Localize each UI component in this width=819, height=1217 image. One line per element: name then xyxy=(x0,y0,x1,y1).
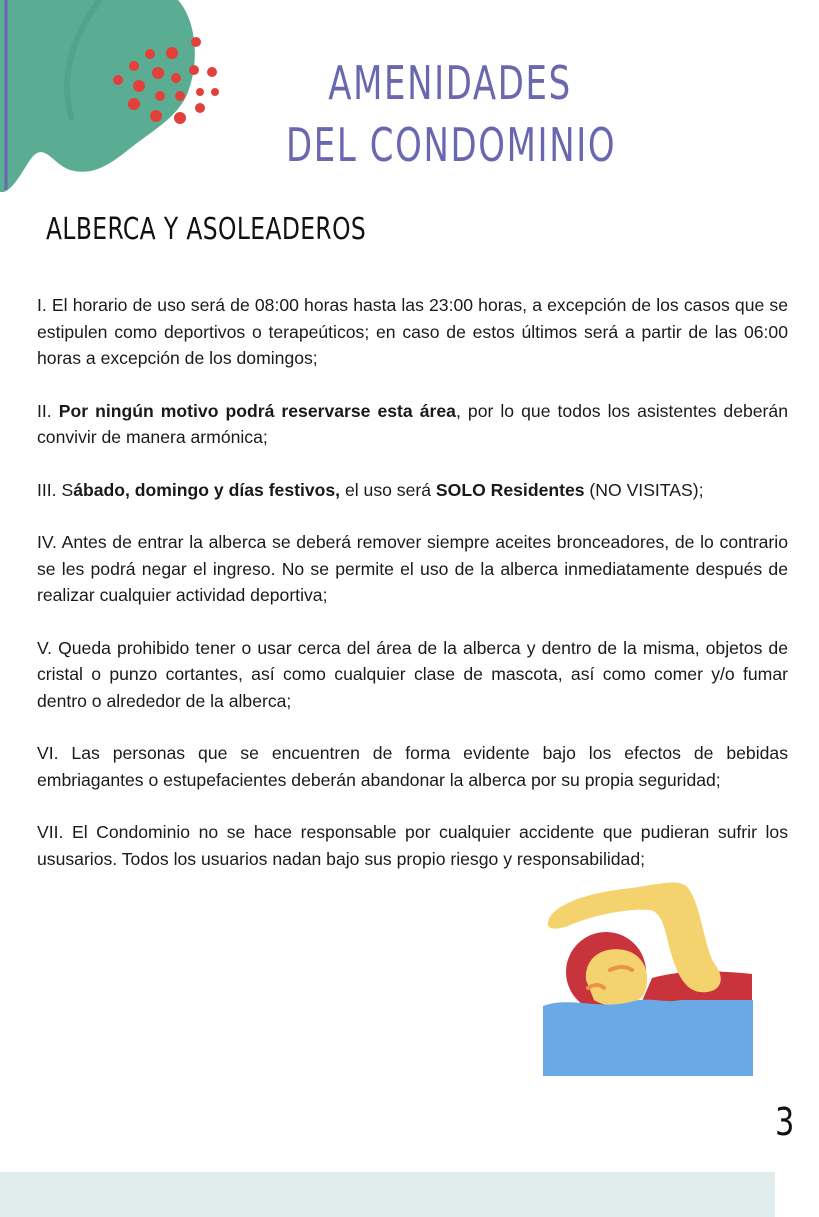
rule-2-prefix: II. xyxy=(37,400,59,421)
rule-3 xyxy=(37,477,788,504)
title-line-2: DEL CONDOMINIO xyxy=(286,118,617,172)
page-title xyxy=(286,52,617,176)
rule-4: IV. Antes de entrar la alberca se deberá remover siempre aceites bronceadores, de lo contrario se les podrá negar el ingreso. No se permite el uso de la alberca inmediatamente después de realizar cualquier actividad deportiva; xyxy=(37,532,788,605)
swimmer-icon xyxy=(540,870,755,1080)
rule-3-middle: el uso será xyxy=(340,479,436,500)
leaf-decoration-icon xyxy=(0,0,230,200)
rule-3-emphasis-residents: SOLO Residentes xyxy=(435,479,585,500)
section-heading: ALBERCA Y ASOLEADEROS xyxy=(46,212,367,247)
rule-6: VI. Las personas que se encuentren de forma evidente bajo los efectos de bebidas embriagantes o estupefacientes deberán abandonar la alberca por su propia seguridad; xyxy=(37,743,788,790)
rule-2 xyxy=(37,398,788,451)
rules-list xyxy=(37,292,788,898)
title-line-1: AMENIDADES xyxy=(328,56,572,110)
rule-1: I. El horario de uso será de 08:00 horas hasta las 23:00 horas, a excepción de los casos que se estipulen como deportivos o terapeúticos; en caso de estos últimos será a partir de las 06:00 horas a excepción de los domingos; xyxy=(37,295,788,368)
rule-3-rest: (NO VISITAS); xyxy=(584,479,704,500)
rule-5: V. Queda prohibido tener o usar cerca del área de la alberca y dentro de la misma, objetos de cristal o punzo cortantes, así como cualquier clase de mascota, así como comer y/o fumar dentro o alrededor de la alberca; xyxy=(37,637,788,711)
rule-2-emphasis: Por ningún motivo podrá reservarse esta área xyxy=(58,400,456,421)
rule-7: VII. El Condominio no se hace responsable por cualquier accidente que pudieran sufrir los ususarios. Todos los usuarios nadan bajo sus propio riesgo y responsabilidad; xyxy=(37,822,788,869)
rule-2-rest: , por lo que todos los asistentes deberán convivir de manera armónica; xyxy=(37,400,788,447)
page-number: 3 xyxy=(775,1100,795,1144)
footer-band xyxy=(0,1172,775,1217)
rule-3-prefix: III. S xyxy=(37,479,74,500)
rule-3-emphasis-days: ábado, domingo y días festivos, xyxy=(73,479,341,500)
